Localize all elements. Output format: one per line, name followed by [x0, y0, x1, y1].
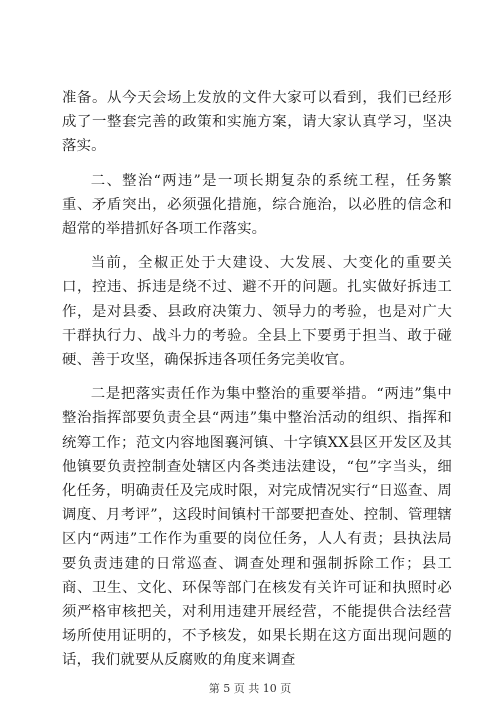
paragraph-4: 二是把落实责任作为集中整治的重要举措。“两违”集中整治指挥部要负责全县“两违”集中整治活动的组织、指挥和统筹工作；范文内容地图襄河镇、十字镇XX县区开发区及其他镇要负责控制查处辖区内各类违法建设，“包”字当头，细化任务，明确责任及完成时限，对完成情况实行“日巡查、周调度、月考评”，这段时间镇村干部要把查处、控制、管理辖区内“两违”工作作为重要的岗位任务，人人有责；县执法局要负责违建的日常巡查、调查处理和强制拆除工作；县工商、卫生、文化、环保等部门在核发有关许可证和执照时必须严格审核把关，对利用违建开展经营，不能提供合法经营场所使用证明的，不予核发，如果长期在这方面出现问题的话，我们就要从反腐败的角度来调查 — [62, 386, 452, 669]
paragraph-1: 准备。从今天会场上发放的文件大家可以看到，我们已经形成了一整套完善的政策和实施方案，请大家认真学习，坚决落实。 — [62, 90, 452, 155]
page-footer: 第 5 页 共 10 页 — [208, 682, 292, 695]
paragraph-2: 二、整治“两违”是一项长期复杂的系统工程，任务繁重、矛盾突出，必须强化措施，综合施治，以必胜的信念和超常的举措抓好各项工作落实。 — [62, 172, 452, 238]
document-body — [62, 86, 452, 683]
paragraph-3: 当前，全椒正处于大建设、大发展、大变化的重要关口，控违、拆违是绕不过、避不开的问题。扎实做好拆违工作，是对县委、县政府决策力、领导力的考验，也是对广大干群执行力、战斗力的考验。全县上下要勇于担当、敢于碰硬、善于攻坚，确保拆违各项任务完美收官。 — [62, 255, 452, 369]
